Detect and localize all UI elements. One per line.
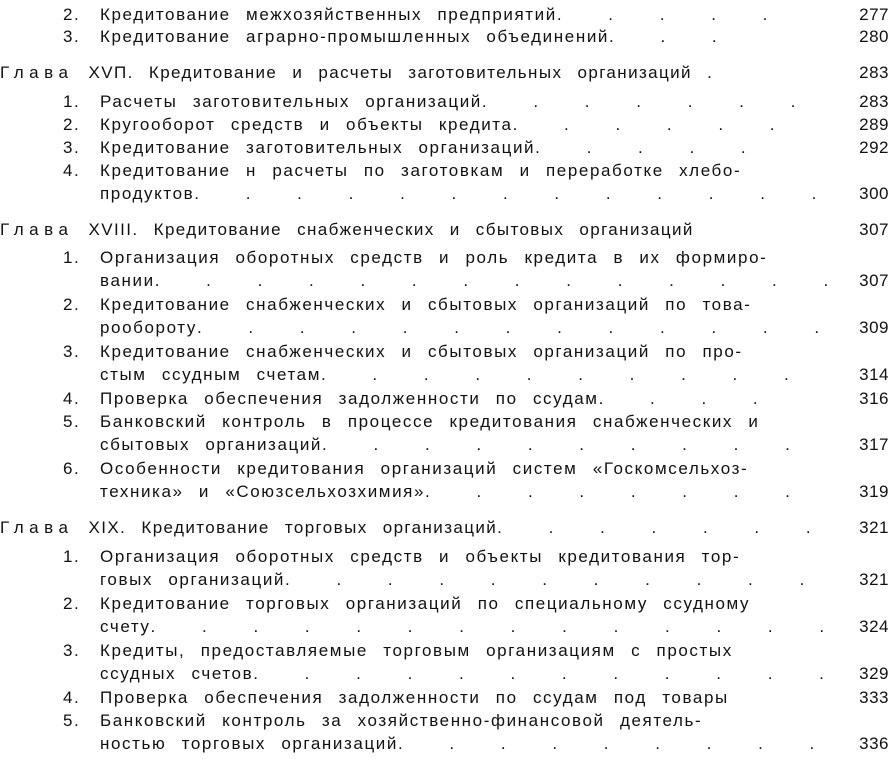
leader-dots: . . . . .	[535, 138, 767, 157]
entry-title: стым ссудным счетам. . . . . . . . . .	[100, 365, 810, 384]
toc-entry	[0, 137, 895, 159]
chapter-title: Глава XVП. Кредитование и расчеты заготовительных организаций .	[0, 63, 733, 82]
entry-number: 2.	[63, 115, 81, 134]
toc-entry	[0, 247, 895, 269]
page-number: 324	[859, 617, 889, 636]
toc-entry-continuation	[0, 270, 895, 292]
leader-dots: . . . . . . . . . . . . . .	[150, 617, 846, 636]
toc-entry-continuation	[0, 481, 895, 503]
entry-title: Кругооборот средств и объекты кредита. . . . . .	[100, 115, 796, 134]
entry-number: 1.	[63, 547, 81, 566]
leader-dots: . . . . . . . . . . . . . .	[154, 271, 850, 290]
entry-number: 4.	[63, 688, 81, 707]
chapter-title: Глава XVIII. Кредитование снабженческих и сбытовых организаций	[0, 220, 694, 239]
entry-title: вании. . . . . . . . . . . . . .	[100, 271, 850, 290]
page-number: 309	[859, 318, 889, 337]
toc-entry	[0, 294, 895, 316]
entry-title: техника» и «Союзсельхозхимия». . . . . . . .	[100, 482, 811, 501]
leader-dots: . . . . .	[556, 5, 789, 24]
entry-title: сбытовых организаций. . . . . . . . . .	[100, 435, 811, 454]
page-number: 283	[859, 63, 889, 82]
entry-title: Кредитование торговых организаций по специальному ссудному	[100, 594, 751, 613]
entry-title: Кредитование снабженческих и сбытовых организаций по про-	[100, 342, 743, 361]
toc-entry	[0, 160, 895, 182]
entry-title: ссудных счетов. . . . . . . . . . . .	[100, 664, 845, 683]
entry-title: Кредитование заготовительных организаций. . . . .	[100, 138, 767, 157]
toc-entry-continuation	[0, 663, 895, 685]
leader-dots: . . . . . . . . . . . .	[253, 664, 845, 683]
page-number: 277	[859, 5, 889, 24]
toc-entry-continuation	[0, 616, 895, 638]
entry-title: Кредитование межхозяйственных предприятий. . . . .	[100, 5, 789, 24]
toc-entry	[0, 640, 895, 662]
page-number: 307	[859, 220, 889, 239]
entry-title: Банковский контроль в процессе кредитования снабженческих и	[100, 412, 760, 431]
page-number: 333	[859, 688, 889, 707]
entry-number: 2.	[63, 5, 81, 24]
entry-number: 1.	[63, 248, 81, 267]
chapter-label: Глава	[0, 63, 74, 82]
toc-entry-continuation	[0, 434, 895, 456]
entry-number: 5.	[63, 711, 81, 730]
chapter-label: Глава	[0, 220, 74, 239]
page-number: 307	[859, 271, 889, 290]
entry-title: продуктов. . . . . . . . . . . . .	[100, 184, 838, 203]
toc-entry-continuation	[0, 317, 895, 339]
leader-dots: . . . . . . . . . . . . .	[196, 318, 841, 337]
entry-title: рообороту. . . . . . . . . . . . .	[100, 318, 841, 337]
leader-dots: . . . . . . .	[481, 92, 817, 111]
page-number: 329	[859, 664, 889, 683]
entry-number: 5.	[63, 412, 81, 431]
entry-title: Кредитование аграрно-промышленных объединений. . .	[100, 27, 738, 46]
page-number: 314	[859, 365, 889, 384]
toc-entry-continuation	[0, 569, 895, 591]
entry-title: счету. . . . . . . . . . . . . .	[100, 617, 846, 636]
entry-title: Организация оборотных средств и роль кредита в их формиро-	[100, 248, 768, 267]
leader-dots: . . . .	[598, 389, 779, 408]
toc-entry	[0, 710, 895, 732]
page-number: 300	[859, 184, 889, 203]
entry-number: 4.	[63, 389, 81, 408]
toc-entry	[0, 458, 895, 480]
toc-entry	[0, 388, 895, 410]
chapter-heading	[0, 62, 895, 84]
leader-dots: . . . . . . . . . .	[322, 435, 811, 454]
toc-entry-continuation	[0, 183, 895, 205]
page-number: 321	[859, 518, 889, 537]
leader-dots: .	[707, 63, 733, 82]
page-number: 319	[859, 482, 889, 501]
chapter-heading	[0, 517, 895, 539]
toc-entry	[0, 26, 895, 48]
entry-number: 3.	[63, 342, 81, 361]
entry-title: ностью торговых организаций. . . . . . . . .	[100, 734, 836, 753]
leader-dots: . . . . . . . . . . .	[285, 570, 826, 589]
toc-entry-continuation	[0, 364, 895, 386]
leader-dots: . . . . . . .	[497, 518, 832, 537]
entry-title: Проверка обеспечения задолженности по ссудам. . . .	[100, 389, 779, 408]
entry-title: Организация оборотных средств и объекты кредитования тор-	[100, 547, 741, 566]
entry-title: говых организаций. . . . . . . . . . .	[100, 570, 826, 589]
entry-number: 1.	[63, 92, 81, 111]
entry-title: Проверка обеспечения задолженности по ссудам под товары	[100, 688, 729, 707]
entry-title: Кредиты, предоставляемые торговым организациям с простых	[100, 641, 733, 660]
toc-entry	[0, 687, 895, 709]
entry-number: 3.	[63, 27, 81, 46]
toc-entry	[0, 4, 895, 26]
leader-dots: . . . . . .	[512, 115, 796, 134]
toc-entry	[0, 91, 895, 113]
chapter-title: Глава XIX. Кредитование торговых организаций. . . . . . .	[0, 518, 832, 537]
entry-number: 2.	[63, 594, 81, 613]
entry-title: Банковский контроль за хозяйственно-финансовой деятель-	[100, 711, 703, 730]
entry-number: 3.	[63, 138, 81, 157]
toc-entry-continuation	[0, 733, 895, 755]
toc-entry	[0, 593, 895, 615]
leader-dots: . . . . . . . .	[425, 482, 811, 501]
toc-entry	[0, 546, 895, 568]
entry-number: 3.	[63, 641, 81, 660]
page-number: 280	[859, 27, 889, 46]
chapter-heading	[0, 219, 895, 241]
page-number: 336	[859, 734, 889, 753]
chapter-label: Глава	[0, 518, 74, 537]
page-number: 317	[859, 435, 889, 454]
leader-dots: . . . . . . . . . . . . .	[194, 184, 838, 203]
entry-title: Особенности кредитования организаций систем «Госкомсельхоз-	[100, 459, 749, 478]
entry-title: Кредитование снабженческих и сбытовых организаций по това-	[100, 295, 752, 314]
page-number: 321	[859, 570, 889, 589]
leader-dots: . . .	[609, 27, 738, 46]
entry-title: Кредитование н расчеты по заготовкам и переработке хлебо-	[100, 161, 742, 180]
entry-title: Расчеты заготовительных организаций. . . . . . .	[100, 92, 817, 111]
leader-dots: . . . . . . . . .	[397, 734, 836, 753]
page-number: 316	[859, 389, 889, 408]
toc-entry	[0, 411, 895, 433]
page-number: 289	[859, 115, 889, 134]
entry-number: 4.	[63, 161, 81, 180]
page-number: 283	[859, 92, 889, 111]
leader-dots: . . . . . . . . . .	[320, 365, 810, 384]
toc-entry	[0, 341, 895, 363]
entry-number: 2.	[63, 295, 81, 314]
page-number: 292	[859, 138, 889, 157]
toc-entry	[0, 114, 895, 136]
entry-number: 6.	[63, 459, 81, 478]
